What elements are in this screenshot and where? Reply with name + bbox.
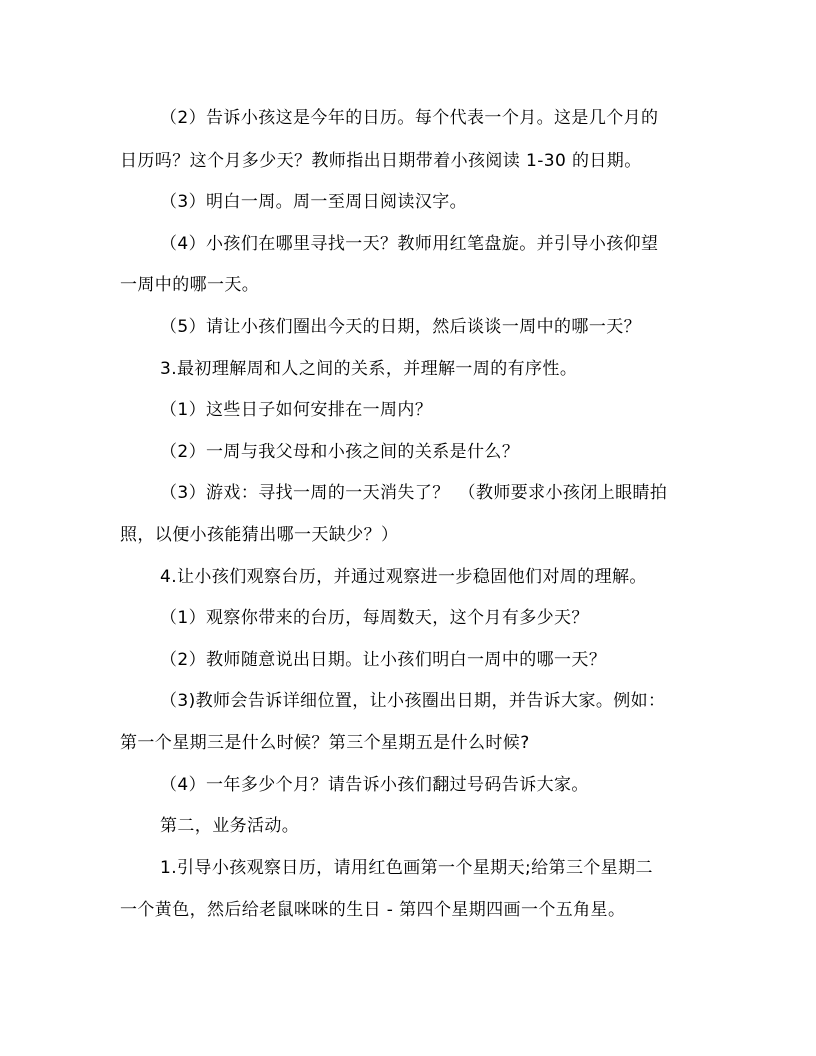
paragraph-step-2-line-2: 日历吗？这个月多少天？教师指出日期带着小孩阅读 1-30 的日期。 bbox=[120, 151, 642, 171]
paragraph-3-1: （1）这些日子如何安排在一周内？ bbox=[160, 400, 433, 420]
paragraph-3-3-line-2: 照，以便小孩能猜出哪一天缺少？） bbox=[120, 525, 399, 545]
paragraph-4-2: （2）教师随意说出日期。让小孩们明白一周中的哪一天？ bbox=[160, 650, 607, 670]
paragraph-4-1: （1）观察你带来的台历，每周数天，这个月有多少天？ bbox=[160, 608, 589, 628]
paragraph-3-3-line-1: （3）游戏：寻找一周的一天消失了？ （教师要求小孩闭上眼睛拍 bbox=[160, 483, 668, 503]
paragraph-4-3-line-1: （3)教师会告诉详细位置，让小孩圈出日期，并告诉大家。例如： bbox=[160, 691, 666, 711]
paragraph-step-5: （5）请让小孩们圈出今天的日期，然后谈谈一周中的哪一天？ bbox=[160, 317, 642, 337]
paragraph-step-2-line-1: （2）告诉小孩这是今年的日历。每个代表一个月。这是几个月的 bbox=[160, 108, 659, 128]
section-second-heading: 第二，业务活动。 bbox=[160, 816, 300, 836]
paragraph-3-2: （2）一周与我父母和小孩之间的关系是什么？ bbox=[160, 442, 520, 462]
paragraph-step-4-line-2: 一周中的哪一天。 bbox=[120, 275, 260, 295]
paragraph-activity-1-line-1: 1.引导小孩观察日历，请用红色画第一个星期天;给第三个星期二 bbox=[160, 858, 653, 878]
paragraph-activity-1-line-2: 一个黄色，然后给老鼠咪咪的生日 - 第四个星期四画一个五角星。 bbox=[120, 900, 626, 920]
paragraph-4-3-line-2: 第一个星期三是什么时候？第三个星期五是什么时候? bbox=[120, 733, 530, 753]
paragraph-step-4-line-1: （4）小孩们在哪里寻找一天？教师用红笔盘旋。并引导小孩仰望 bbox=[160, 234, 659, 254]
paragraph-4-4: （4）一年多少个月？请告诉小孩们翻过号码告诉大家。 bbox=[160, 775, 589, 795]
paragraph-step-3: （3）明白一周。周一至周日阅读汉字。 bbox=[160, 192, 468, 212]
section-4-heading: 4.让小孩们观察台历，并通过观察进一步稳固他们对周的理解。 bbox=[160, 567, 647, 587]
section-3-heading: 3.最初理解周和人之间的关系，并理解一周的有序性。 bbox=[160, 359, 578, 379]
